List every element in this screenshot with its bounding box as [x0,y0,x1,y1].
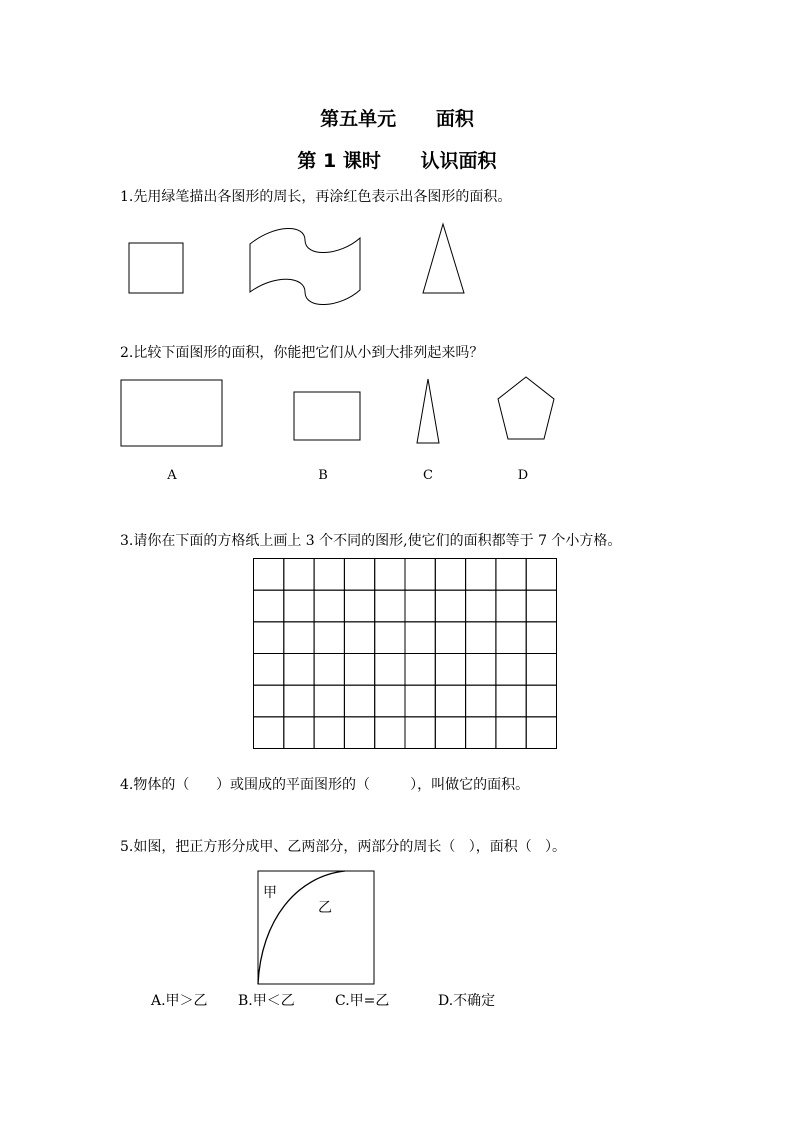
question-2-figures [0,375,794,455]
grid-cell[interactable] [284,654,314,686]
lesson-title: 第 1 课时 认识面积 [297,150,497,172]
grid-cell[interactable] [526,622,556,654]
grid-cell[interactable] [466,685,496,717]
grid-cell[interactable] [344,654,374,686]
grid-cell[interactable] [405,622,435,654]
grid-cell[interactable] [496,717,526,749]
grid-cell[interactable] [314,685,344,717]
grid-cell[interactable] [254,654,284,686]
grid-cell[interactable] [284,717,314,749]
shape-a-label: A [167,468,177,483]
grid-cell[interactable] [405,559,435,591]
shape-b-label: B [318,468,328,483]
grid-cell[interactable] [314,622,344,654]
grid-cell[interactable] [435,622,465,654]
region-jia-label: 甲 [263,885,277,901]
option-d[interactable]: D.不确定 [438,993,496,1009]
option-a[interactable]: A.甲＞乙 [151,993,208,1009]
grid-cell[interactable] [284,685,314,717]
grid-cell[interactable] [375,559,405,591]
grid-cell[interactable] [496,654,526,686]
grid-cell[interactable] [284,622,314,654]
grid-cell[interactable] [314,590,344,622]
shape-a-rectangle [121,380,222,446]
grid-cell[interactable] [526,654,556,686]
triangle-shape [423,224,464,293]
question-1-figures [0,218,794,318]
grid-cell[interactable] [254,717,284,749]
grid-cell[interactable] [314,559,344,591]
grid-cell[interactable] [314,654,344,686]
question-1-text: 1.先用绿笔描出各图形的周长，再涂红色表示出各图形的面积。 [120,189,512,205]
shape-c-triangle [417,379,439,443]
grid-cell[interactable] [496,559,526,591]
shape-b-rectangle [294,392,360,440]
grid-cell[interactable] [526,559,556,591]
grid-cell[interactable] [496,590,526,622]
grid-cell[interactable] [375,717,405,749]
grid-cell[interactable] [375,590,405,622]
grid-cell[interactable] [344,559,374,591]
grid-cell[interactable] [254,590,284,622]
grid-cell[interactable] [466,622,496,654]
grid-cell[interactable] [405,590,435,622]
square-grid-paper[interactable] [253,558,557,749]
grid-cell[interactable] [435,654,465,686]
grid-cell[interactable] [254,559,284,591]
grid-cell[interactable] [466,654,496,686]
square-shape [129,243,183,293]
shape-d-pentagon [498,377,554,439]
option-c[interactable]: C.甲=乙 [335,993,390,1009]
wavy-banner-shape [250,228,360,304]
grid-cell[interactable] [254,622,284,654]
grid-cell[interactable] [405,717,435,749]
grid-cell[interactable] [466,717,496,749]
grid-cell[interactable] [435,717,465,749]
grid-cell[interactable] [344,622,374,654]
shape-d-label: D [517,468,529,483]
grid-cell[interactable] [284,590,314,622]
grid-cell[interactable] [254,685,284,717]
option-b[interactable]: B.甲＜乙 [238,993,295,1009]
grid-cell[interactable] [344,717,374,749]
grid-cell[interactable] [375,685,405,717]
question-3-text: 3.请你在下面的方格纸上画上 3 个不同的图形,使它们的面积都等于 7 个小方格。 [120,533,622,549]
grid-cell[interactable] [526,717,556,749]
grid-cell[interactable] [284,559,314,591]
grid-cell[interactable] [526,590,556,622]
unit-title: 第五单元 面积 [320,108,474,130]
question-5-text: 5.如图，把正方形分成甲、乙两部分，两部分的周长（ ），面积（ ）。 [120,839,567,855]
grid-cell[interactable] [375,622,405,654]
grid-cell[interactable] [435,559,465,591]
grid-cell[interactable] [466,590,496,622]
grid-cell[interactable] [314,717,344,749]
grid-cell[interactable] [496,685,526,717]
grid-cell[interactable] [466,559,496,591]
question-4-text: 4.物体的（ ）或围成的平面图形的（ ），叫做它的面积。 [120,777,530,793]
grid-cell[interactable] [435,590,465,622]
grid-cell[interactable] [496,622,526,654]
grid-cell[interactable] [526,685,556,717]
grid-cell[interactable] [344,590,374,622]
grid-cell[interactable] [375,654,405,686]
grid-cell[interactable] [435,685,465,717]
question-2-text: 2.比较下面图形的面积，你能把它们从小到大排列起来吗？ [120,345,484,361]
grid-cell[interactable] [405,685,435,717]
shape-c-label: C [423,468,433,483]
region-yi-label: 乙 [318,900,332,916]
grid-cell[interactable] [344,685,374,717]
grid-cell[interactable] [405,654,435,686]
